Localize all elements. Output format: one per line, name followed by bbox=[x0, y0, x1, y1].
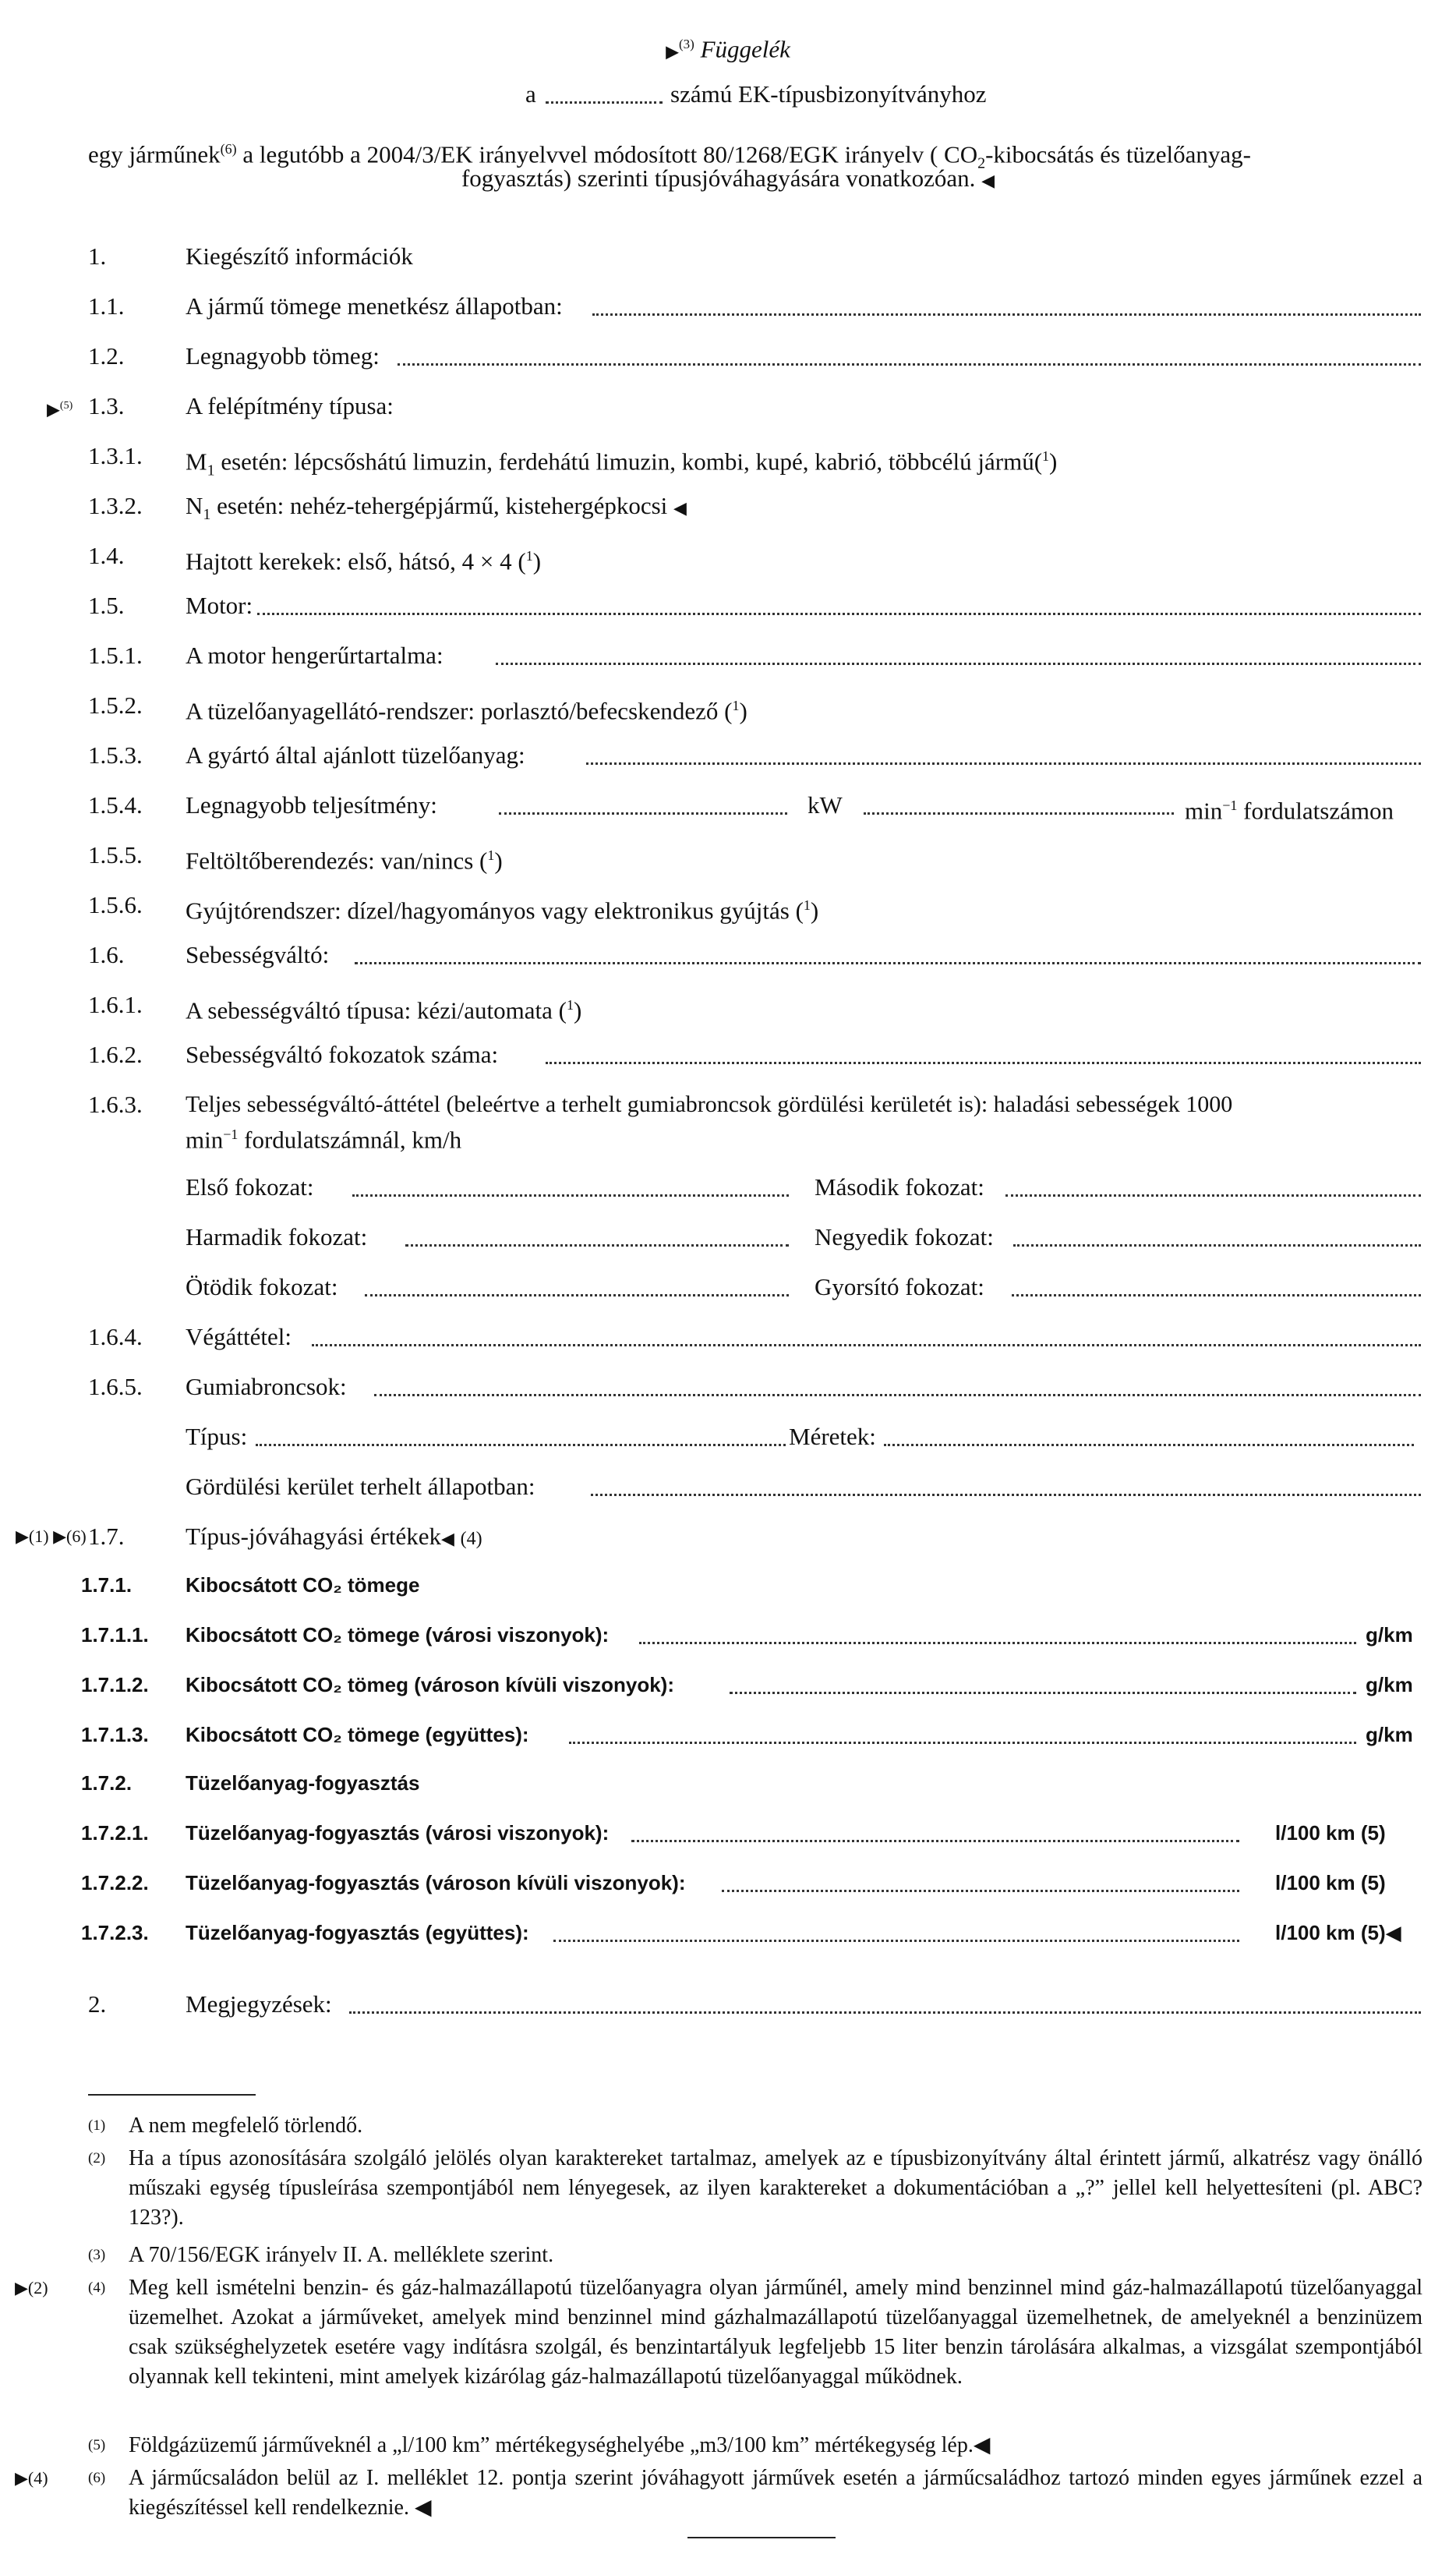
co2-row: 1.7.1.3. Kibocsátott CO₂ tömege (együttes): g/km bbox=[81, 1723, 1413, 1746]
tyre-type-row: Típus: Méretek: bbox=[0, 1420, 1456, 1453]
item-1-5-6: 1.5.6. Gyújtórendszer: dízel/hagyományos vagy elektronikus gyújtás ($^1$) bbox=[88, 891, 819, 925]
item-1-6-4: 1.6.4. Végáttétel: bbox=[0, 1321, 1456, 1353]
fuel-row: 1.7.2.3. Tüzelőanyag-fogyasztás (együttes): l/100 km (5)◀ bbox=[81, 1921, 1401, 1944]
intro-line-2: fogyasztás) szerinti típusjóváhagyására vonatkozóan. ◀ bbox=[461, 164, 995, 192]
footnote-1: (1) A nem megfelelő törlendő. bbox=[88, 2114, 363, 2138]
item-1-7: ▶(1) ▶(6) 1.7. Típus-jóváhagyási értékek◀ (4) bbox=[16, 1523, 482, 1550]
item-1-4: 1.4. Hajtott kerekek: első, hátsó, 4 × 4 ($^1$) bbox=[88, 542, 542, 575]
amend-marker: ▶ bbox=[666, 41, 679, 62]
item-1-5-3: 1.5.3. A gyártó által ajánlott tüzelőanyag: bbox=[0, 739, 1456, 772]
item-1-5-4: 1.5.4. Legnagyobb teljesítmény: kW min$^{-1}$ fordulatszámon bbox=[88, 791, 1394, 825]
intro-line-1: egy járműnek$^{(6)}$ a legutóbb a 2004/3/EK irányelvvel módosított 80/1268/EGK irányelv ( $CO_2$-kibocsátás és tüzelőanyag- bbox=[88, 140, 1251, 172]
footnote-6: ▶(4) (6) A járműcsaládon belül az I. melléklet 12. pontja szerint jóváhagyott járművek esetén a járműcsaládhoz tartozó minden egyes járműnek ezzel a kiegészítéssel kell rendelkeznie. ◀ bbox=[15, 2466, 1422, 2520]
title-text: Függelék bbox=[700, 35, 790, 63]
item-1-1: 1.1. A jármű tömege menetkész állapotban: bbox=[0, 290, 1456, 323]
item-1-3: ▶$^{(5)}$ 1.3. A felépítmény típusa: bbox=[47, 392, 394, 419]
item-1-3-2: 1.3.2. $N_1$ esetén: nehéz-tehergépjármű, kistehergépkocsi ◀ bbox=[88, 492, 687, 524]
item-1-2: 1.2. Legnagyobb tömeg: bbox=[0, 340, 1456, 373]
gear-row: Első fokozat: Második fokozat: bbox=[0, 1171, 1456, 1204]
item-1-5-2: 1.5.2. A tüzelőanyagellátó-rendszer: porlasztó/befecskendező ($^1$) bbox=[88, 692, 747, 725]
fuel-row: 1.7.2.1. Tüzelőanyag-fogyasztás (városi viszonyok): l/100 km (5) bbox=[81, 1821, 1386, 1845]
rolling-circumference-row: Gördülési kerület terhelt állapotban: bbox=[0, 1470, 1456, 1503]
gear-row: Ötödik fokozat: Gyorsító fokozat: bbox=[0, 1271, 1456, 1303]
footnote-2: (2) Ha a típus azonosítására szolgáló jelölés olyan karaktereket tartalmaz, amelyek az e típusbizonyítvány által érintett jármű, alkatrész vagy önálló műszaki egység típusleírása szempontjából nem lényegesek, az ilyen karaktereket a dokumentációban a „?” jellel kell helyettesíteni (pl. ABC?123?). bbox=[88, 2146, 1422, 2230]
footnote-4: ▶(2) (4) Meg kell ismételni benzin- és gáz-halmazállapotú tüzelőanyagra olyan járműnél, amely mind benzinnel mind gáz-halmazállapotú tüzelőanyaggal üzemelhet. Azokat a járműveket, amelyek mind benzinnel mind gázhalmazállapotú tüzelőanyaggal üzemelhetnek, de amelyeknél a benzinüzem csak szükséghelyzetek esetére vagy indításra szolgál, és benzintartályuk legfeljebb 15 liter benzin tárolására alkalmas, a vizsgálat szempontjából olyannak kell tekinteni, mint amelyek kizárólag gáz-halmazállapotú tüzelőanyaggal működnek. bbox=[15, 2276, 1422, 2389]
item-1-5: 1.5. Motor: bbox=[0, 589, 1456, 622]
item-2-remarks: 2. Megjegyzések: bbox=[0, 1988, 1456, 2021]
item-1-7-2: 1.7.2. Tüzelőanyag-fogyasztás bbox=[81, 1771, 420, 1795]
item-1-6-1: 1.6.1. A sebességváltó típusa: kézi/automata ($^1$) bbox=[88, 991, 582, 1024]
gear-row: Harmadik fokozat: Negyedik fokozat: bbox=[0, 1221, 1456, 1254]
item-1-6-2: 1.6.2. Sebességváltó fokozatok száma: bbox=[0, 1038, 1456, 1071]
co2-row: 1.7.1.2. Kibocsátott CO₂ tömeg (városon kívüli viszonyok): g/km bbox=[81, 1673, 1413, 1696]
item-1-5-5: 1.5.5. Feltöltőberendezés: van/nincs ($^1$) bbox=[88, 841, 503, 875]
fill-line bbox=[546, 101, 663, 104]
item-1-5-1: 1.5.1. A motor hengerűrtartalma: bbox=[0, 639, 1456, 672]
item-1-6: 1.6. Sebességváltó: bbox=[0, 939, 1456, 971]
footnote-3: (3) A 70/156/EGK irányelv II. A. melléklete szerint. bbox=[88, 2243, 554, 2267]
item-1: 1. Kiegészítő információk bbox=[88, 242, 413, 270]
item-1-6-3-cont: min$^{-1}$ fordulatszámnál, km/h bbox=[186, 1126, 462, 1154]
fuel-row: 1.7.2.2. Tüzelőanyag-fogyasztás (városon kívüli viszonyok): l/100 km (5) bbox=[81, 1871, 1386, 1894]
page-end-rule bbox=[687, 2537, 836, 2538]
footnote-5: (5) Földgázüzemű járműveknél a „l/100 km” mértékegységhelyébe „m3/100 km” mértékegység lép.◀ bbox=[88, 2433, 991, 2457]
item-1-3-1: 1.3.1. $M_1$ esetén: lépcsőshátú limuzin, ferdehátú limuzin, kombi, kupé, kabrió, többcélú jármű($^1$) bbox=[88, 442, 1058, 479]
appendix-title: ▶$^{(3)}$ Függelék bbox=[666, 35, 790, 63]
co2-row: 1.7.1.1. Kibocsátott CO₂ tömege (városi viszonyok): g/km bbox=[81, 1623, 1413, 1647]
item-1-6-5: 1.6.5. Gumiabroncsok: bbox=[0, 1371, 1456, 1403]
item-1-7-1: 1.7.1. Kibocsátott CO₂ tömege bbox=[81, 1573, 420, 1597]
footnote-separator bbox=[88, 2094, 256, 2096]
item-1-6-3: 1.6.3. Teljes sebességváltó-áttétel (beleértve a terhelt gumiabroncsok gördülési kerületét is): haladási sebességek 1000 bbox=[88, 1091, 1233, 1118]
certificate-line: a számú EK-típusbizonyítványhoz bbox=[525, 80, 987, 108]
